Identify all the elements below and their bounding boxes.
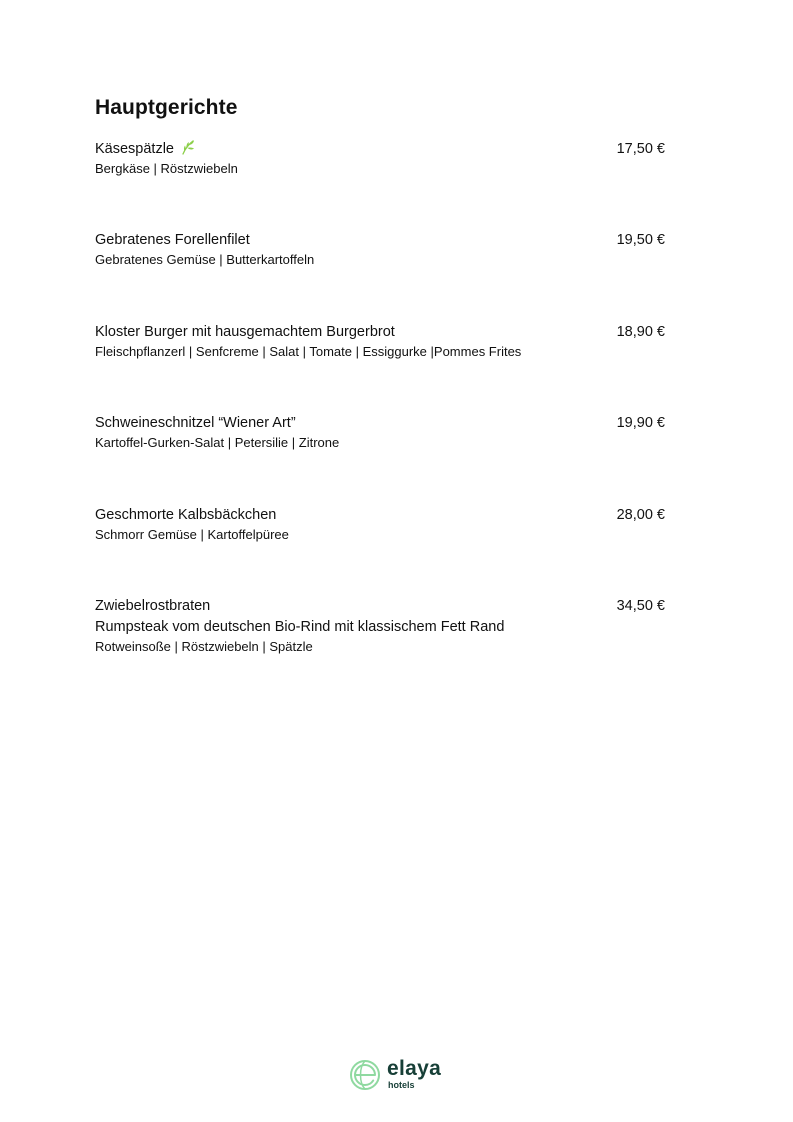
item-head	[95, 322, 665, 342]
item-name: Geschmorte Kalbsbäckchen	[95, 507, 277, 523]
menu-item-zwiebelrostbraten	[95, 596, 665, 656]
item-price: 19,90 €	[616, 415, 665, 431]
item-name: Gebratenes Forellenfilet	[95, 232, 250, 248]
item-price: 34,50 €	[616, 598, 665, 614]
menu-item-kalbsbaeckchen	[95, 505, 665, 544]
menu-item-forellenfilet	[95, 230, 665, 269]
elaya-globe-icon	[349, 1059, 381, 1091]
elaya-hotels-logo	[349, 1057, 449, 1093]
item-name-text: Käsespätzle	[95, 141, 174, 157]
item-description: Schmorr Gemüse | Kartoffelpüree	[95, 527, 289, 542]
item-price: 19,50 €	[616, 232, 665, 248]
item-description: Rotweinsoße | Röstzwiebeln | Spätzle	[95, 639, 313, 654]
item-description: Fleischpflanzerl | Senfcreme | Salat | Tomate | Essiggurke |Pommes Frites	[95, 344, 522, 359]
item-head	[95, 505, 665, 525]
item-head	[95, 139, 665, 159]
item-name	[95, 139, 196, 159]
vegetarian-leaf-icon	[180, 139, 196, 155]
item-price: 28,00 €	[616, 507, 665, 523]
item-description: Gebratenes Gemüse | Butterkartoffeln	[95, 252, 315, 267]
item-name: Schweineschnitzel “Wiener Art”	[95, 415, 296, 431]
item-description: Kartoffel-Gurken-Salat | Petersilie | Zitrone	[95, 435, 340, 450]
item-head	[95, 596, 665, 616]
item-description: Bergkäse | Röstzwiebeln	[95, 161, 238, 176]
section-title: Hauptgerichte	[95, 96, 238, 119]
menu-item-kaesespaetzle	[95, 139, 665, 178]
menu-item-schweineschnitzel	[95, 413, 665, 452]
menu-item-kloster-burger	[95, 322, 665, 361]
logo-subtitle: hotels	[388, 1080, 415, 1090]
item-name: Zwiebelrostbraten	[95, 598, 211, 614]
item-subtitle: Rumpsteak vom deutschen Bio-Rind mit klassischem Fett Rand	[95, 619, 505, 635]
item-head	[95, 230, 665, 250]
item-head	[95, 413, 665, 433]
item-name: Kloster Burger mit hausgemachtem Burgerbrot	[95, 324, 395, 340]
item-price: 18,90 €	[616, 324, 665, 340]
item-price: 17,50 €	[616, 141, 665, 157]
logo-wordmark: elaya	[387, 1057, 442, 1080]
